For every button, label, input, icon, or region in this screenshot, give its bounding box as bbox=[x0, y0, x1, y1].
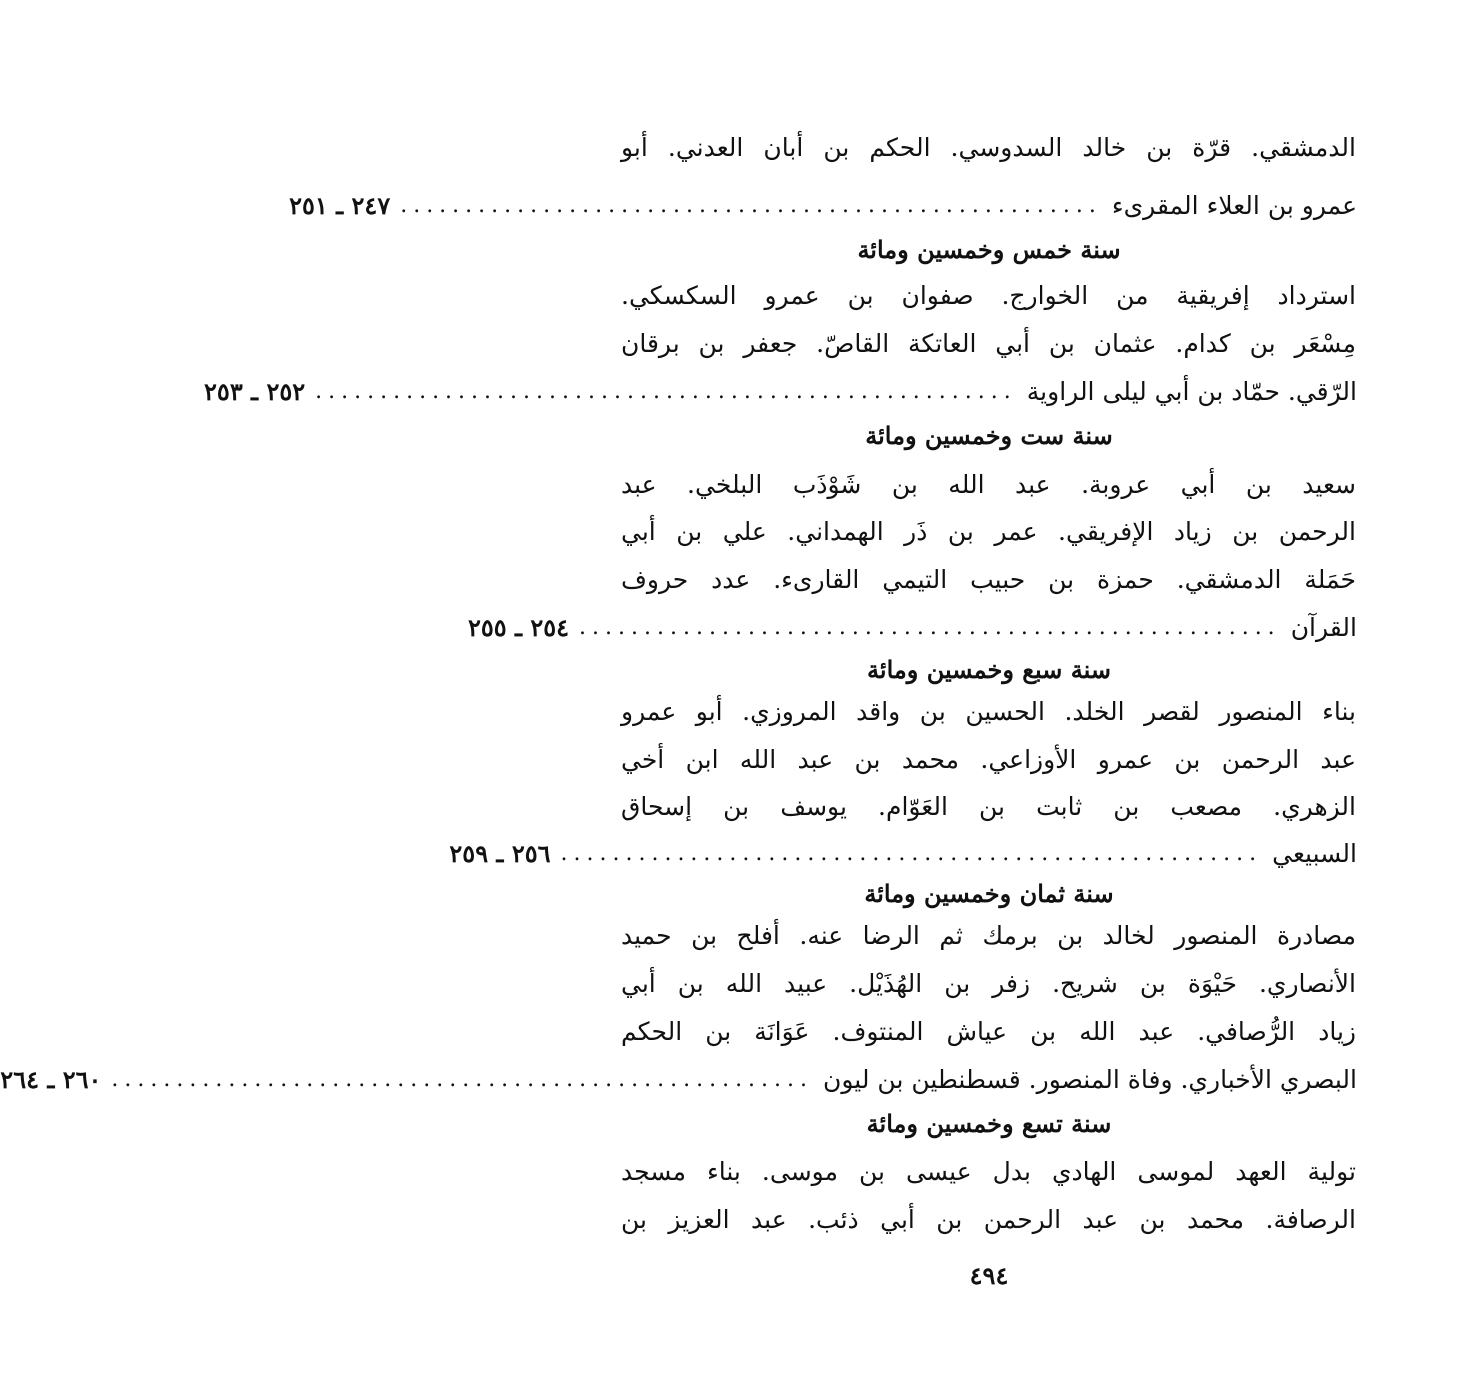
dot-leader: ...................................................... bbox=[560, 841, 1263, 866]
toc-entry-text: البصري الأخباري. وفاة المنصور. قسطنطين بن ليون bbox=[823, 1065, 1357, 1094]
page-number: ٤٩٤ bbox=[969, 1261, 1009, 1290]
toc-entry-text: عمرو بن العلاء المقرىء bbox=[1111, 191, 1357, 220]
page-range: ٢٤٧ ـ ٢٥١ bbox=[289, 191, 391, 220]
toc-entry-text: الرّقي. حمّاد بن أبي ليلى الراوية bbox=[1026, 377, 1357, 406]
body-line: الدمشقي. قرّة بن خالد السدوسي. الحكم بن أبان العدني. أبو bbox=[621, 133, 1356, 162]
year-heading: سنة خمس وخمسين ومائة bbox=[857, 235, 1121, 264]
dot-leader: ...................................................... bbox=[111, 1067, 814, 1092]
body-line: الزهري. مصعب بن ثابت بن العَوّام. يوسف بن إسحاق bbox=[621, 792, 1356, 821]
dot-leader: ...................................................... bbox=[579, 615, 1281, 640]
body-line: مصادرة المنصور لخالد بن برمك ثم الرضا عنه. أفلح بن حميد bbox=[621, 921, 1356, 950]
toc-entry bbox=[0, 1058, 1357, 1102]
year-heading: سنة تسع وخمسين ومائة bbox=[866, 1109, 1112, 1138]
toc-entry-text: السبيعي bbox=[1272, 839, 1357, 868]
body-line: سعيد بن أبي عروبة. عبد الله بن شَوْذَب البلخي. عبد bbox=[621, 470, 1356, 499]
toc-entry bbox=[204, 370, 1357, 414]
toc-entry-text: القرآن bbox=[1290, 613, 1357, 642]
year-heading: سنة ثمان وخمسين ومائة bbox=[864, 879, 1114, 908]
dot-leader: ...................................................... bbox=[400, 193, 1102, 218]
body-line: استرداد إفريقية من الخوارج. صفوان بن عمرو السكسكي. bbox=[621, 281, 1356, 310]
page-range: ٢٥٦ ـ ٢٥٩ bbox=[449, 839, 551, 868]
body-line: بناء المنصور لقصر الخلد. الحسين بن واقد المروزي. أبو عمرو bbox=[621, 697, 1356, 726]
body-line: الأنصاري. حَيْوَة بن شريح. زفر بن الهُذَيْل. عبيد الله بن أبي bbox=[621, 969, 1356, 998]
toc-entry bbox=[467, 606, 1357, 650]
year-heading: سنة ست وخمسين ومائة bbox=[865, 421, 1113, 450]
body-line: مِسْعَر بن كدام. عثمان بن أبي العاتكة القاصّ. جعفر بن برقان bbox=[621, 329, 1356, 358]
page-range: ٢٦٠ ـ ٢٦٤ bbox=[0, 1065, 102, 1094]
year-heading: سنة سبع وخمسين ومائة bbox=[867, 655, 1111, 684]
body-line: الرصافة. محمد بن عبد الرحمن بن أبي ذئب. عبد العزيز بن bbox=[621, 1205, 1356, 1234]
body-line: الرحمن بن زياد الإفريقي. عمر بن ذَر الهمداني. علي بن أبي bbox=[621, 517, 1356, 546]
body-line: تولية العهد لموسى الهادي بدل عيسى بن موسى. بناء مسجد bbox=[621, 1157, 1356, 1186]
body-line: عبد الرحمن بن عمرو الأوزاعي. محمد بن عبد الله ابن أخي bbox=[621, 745, 1356, 774]
body-line: حَمَلة الدمشقي. حمزة بن حبيب التيمي القارىء. عدد حروف bbox=[621, 565, 1356, 594]
dot-leader: ...................................................... bbox=[315, 379, 1017, 404]
page-range: ٢٥٤ ـ ٢٥٥ bbox=[467, 613, 570, 642]
body-line: زياد الرُّصافي. عبد الله بن عياش المنتوف. عَوَانَة بن الحكم bbox=[621, 1017, 1356, 1046]
toc-entry bbox=[289, 184, 1357, 228]
page-range: ٢٥٢ ـ ٢٥٣ bbox=[204, 377, 306, 406]
toc-entry bbox=[449, 832, 1357, 876]
